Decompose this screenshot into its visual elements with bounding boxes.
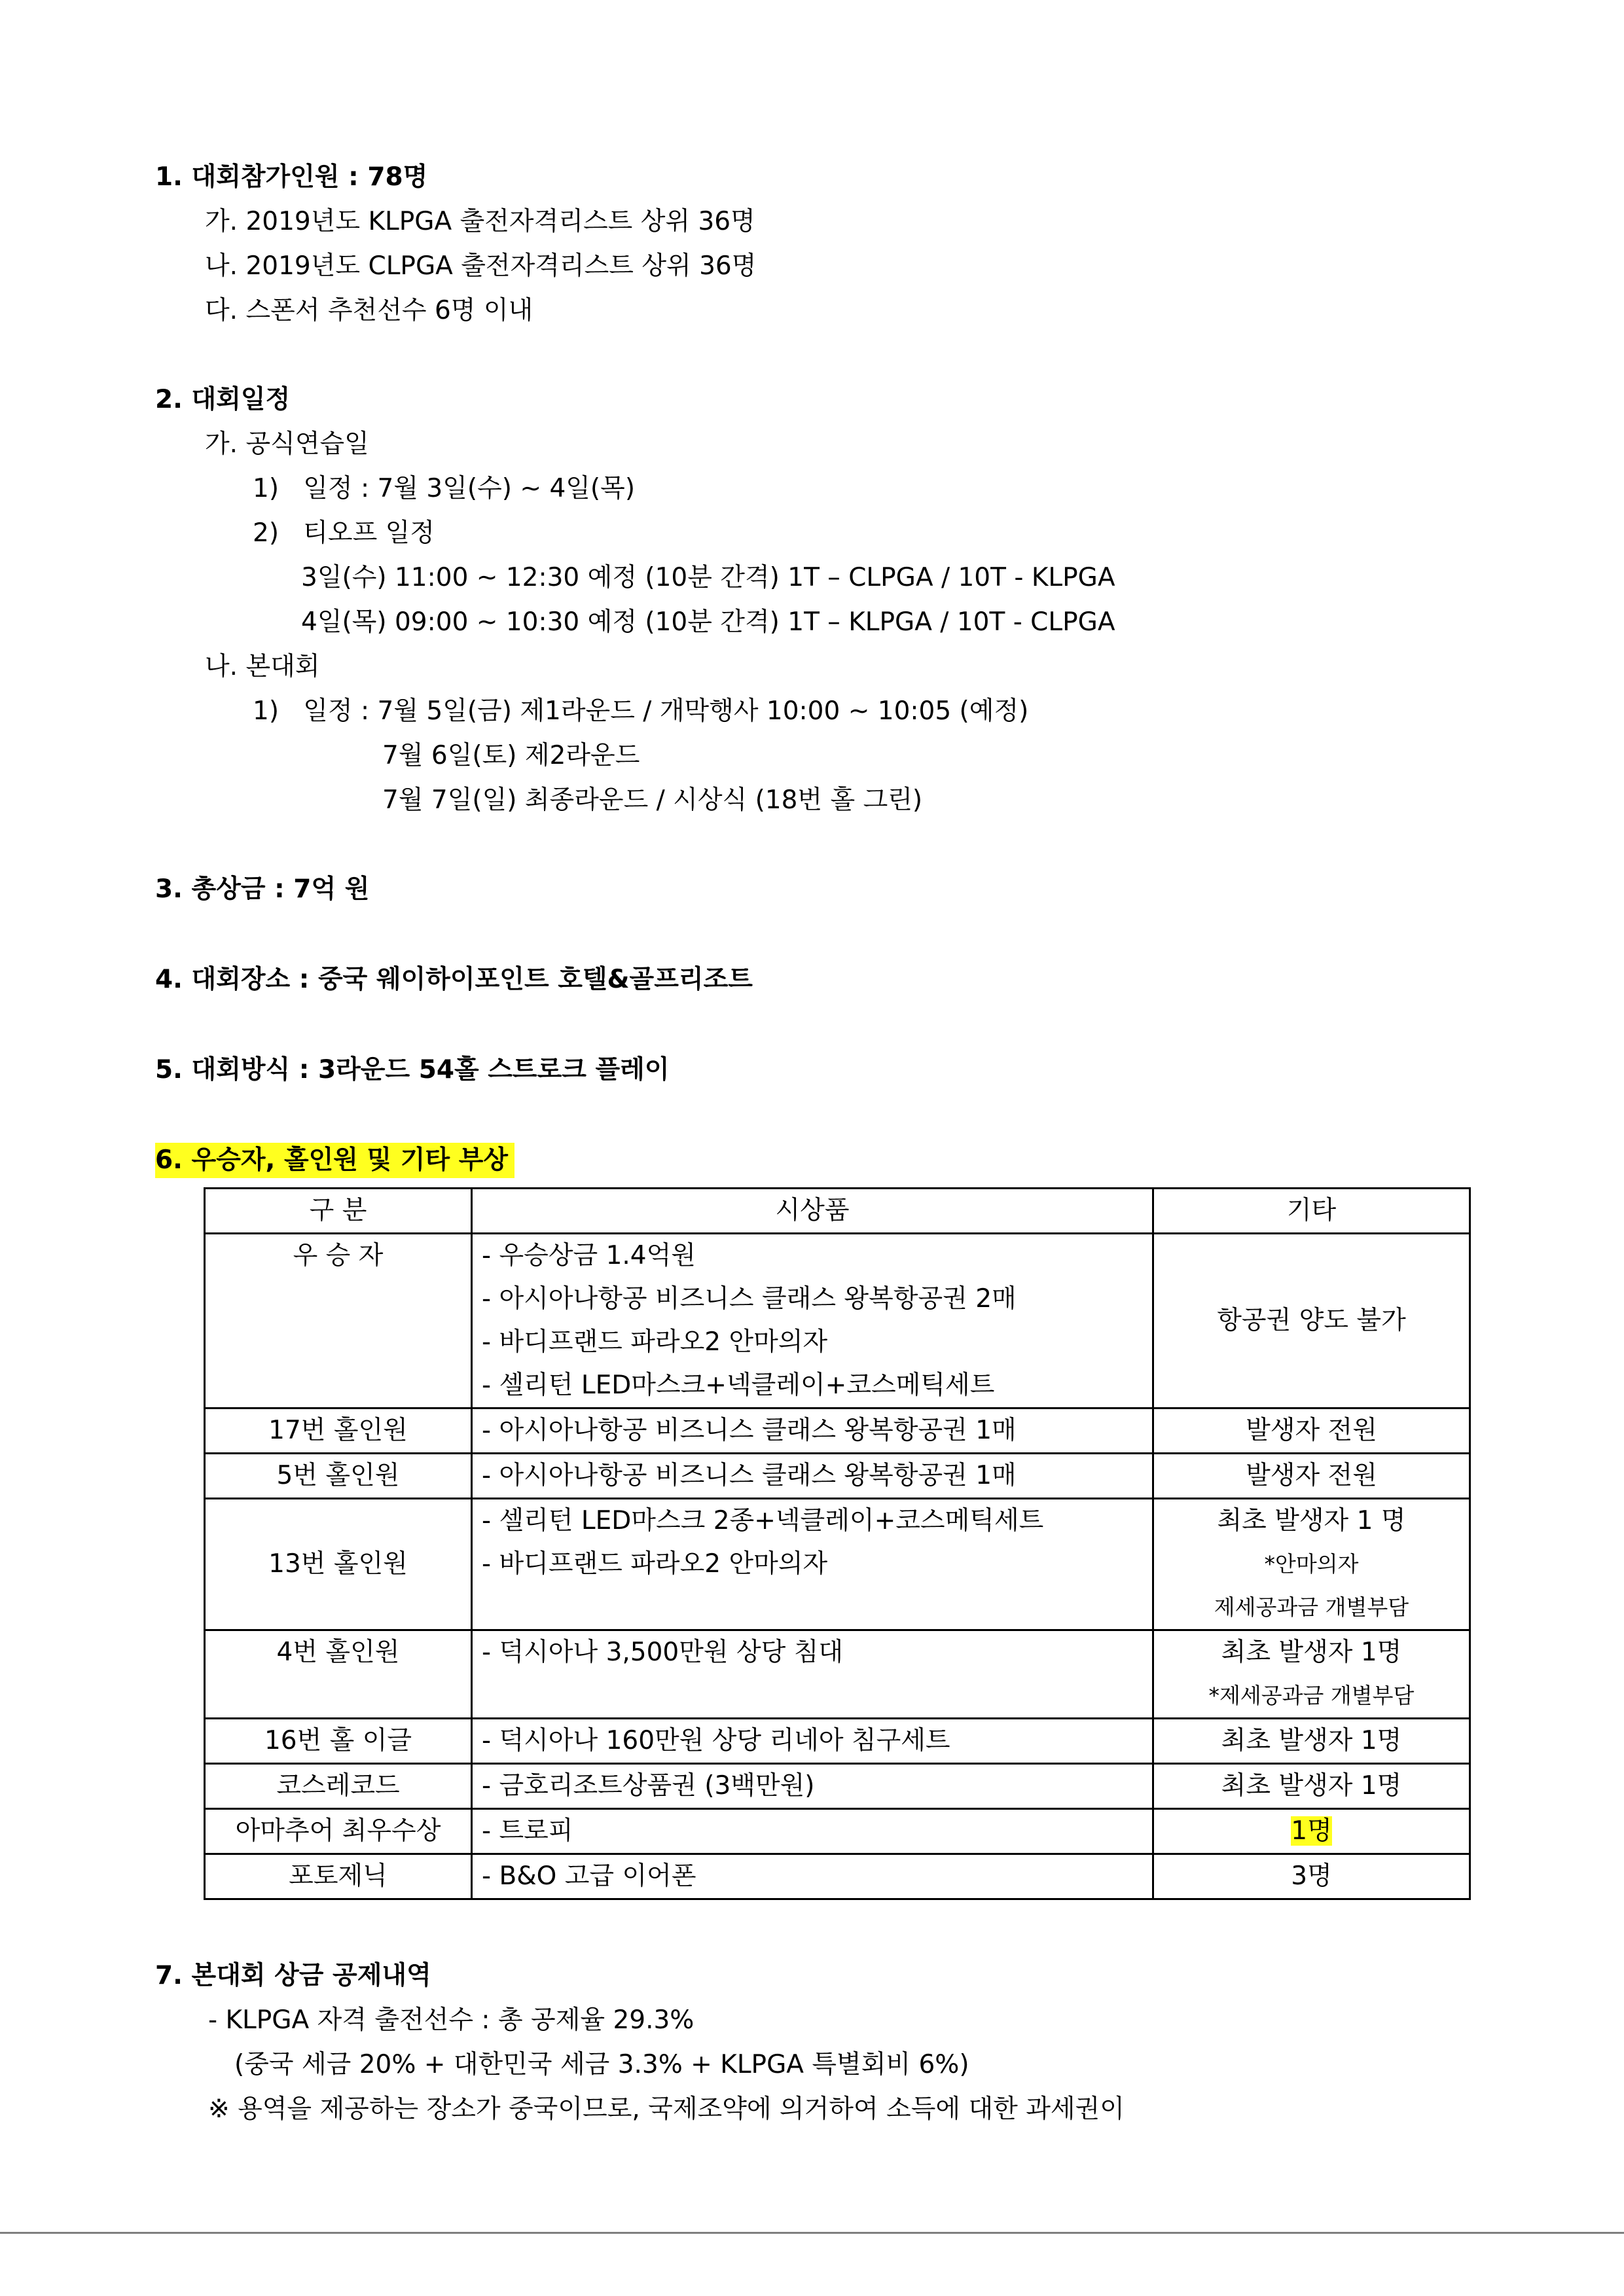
row-prizes <box>472 1408 1153 1454</box>
section-2-item-a: 가. 공식연습일 <box>205 429 369 459</box>
table-row <box>205 1854 1470 1899</box>
section-5-title: 5. 대회방식 : 3라운드 54홀 스트로크 플레이 <box>155 1055 670 1085</box>
etc-line: *안마의자 <box>1264 1551 1359 1577</box>
section-4-title: 4. 대회장소 : 중국 웨이하이포인트 호텔&골프리조트 <box>155 965 753 994</box>
row-etc <box>1153 1499 1470 1630</box>
prize-line: - B&O 고급 이어폰 <box>482 1861 696 1891</box>
prize-line: - 금호리조트상품권 (3백만원) <box>482 1771 815 1801</box>
table-row <box>205 1408 1470 1454</box>
table-row <box>205 1809 1470 1854</box>
row-category: 코스레코드 <box>205 1764 472 1809</box>
prize-line: - 트로피 <box>482 1816 573 1846</box>
section-1-item-b: 나. 2019년도 CLPGA 출전자격리스트 상위 36명 <box>205 251 757 281</box>
prize-line: - 우승상금 1.4억원 <box>482 1241 696 1270</box>
etc-line: 제세공과금 개별부담 <box>1214 1594 1409 1620</box>
header-category: 구 분 <box>205 1189 472 1234</box>
prize-line: - 셀리턴 LED마스크+넥클레이+코스메틱세트 <box>482 1371 995 1400</box>
row-etc <box>1153 1764 1470 1809</box>
row-prizes <box>472 1719 1153 1764</box>
row-prizes <box>472 1234 1153 1408</box>
row-category: 포토제닉 <box>205 1854 472 1899</box>
etc-line: 최초 발생자 1 명 <box>1217 1506 1406 1535</box>
prize-line: - 아시아나항공 비즈니스 클래스 왕복항공권 2매 <box>482 1284 1017 1314</box>
etc-line: 발생자 전원 <box>1246 1461 1377 1490</box>
etc-line: 최초 발생자 1명 <box>1221 1726 1402 1755</box>
section-1-item-a: 가. 2019년도 KLPGA 출전자격리스트 상위 36명 <box>205 207 755 236</box>
prize-line: - 셀리턴 LED마스크 2종+넥클레이+코스메틱세트 <box>482 1506 1044 1535</box>
row-category: 아마추어 최우수상 <box>205 1809 472 1854</box>
table-row <box>205 1764 1470 1809</box>
section-2-item-a1: 1) 일정 : 7월 3일(수) ~ 4일(목) <box>253 474 636 503</box>
prize-line: - 바디프랜드 파라오2 안마의자 <box>482 1549 828 1579</box>
row-etc <box>1153 1234 1470 1408</box>
etc-highlight: 1명 <box>1291 1816 1332 1846</box>
section-7-title: 7. 본대회 상금 공제내역 <box>155 1961 431 1990</box>
etc-line: 발생자 전원 <box>1246 1416 1377 1445</box>
row-prizes <box>472 1499 1153 1630</box>
etc-line: *제세공과금 개별부담 <box>1208 1683 1415 1708</box>
row-category: 16번 홀 이글 <box>205 1719 472 1764</box>
table-header-row <box>205 1189 1470 1234</box>
section-2-item-b1: 1) 일정 : 7월 5일(금) 제1라운드 / 개막행사 10:00 ~ 10:05 (예정) <box>253 696 1029 726</box>
row-category: 4번 홀인원 <box>205 1630 472 1719</box>
section-3-title: 3. 총상금 : 7억 원 <box>155 874 370 904</box>
row-prizes <box>472 1454 1153 1499</box>
row-prizes <box>472 1764 1153 1809</box>
row-etc <box>1153 1408 1470 1454</box>
table-row <box>205 1630 1470 1719</box>
section-2-item-a2: 2) 티오프 일정 <box>253 518 435 548</box>
section-2-round-2: 7월 6일(토) 제2라운드 <box>382 741 640 770</box>
row-etc <box>1153 1719 1470 1764</box>
row-prizes <box>472 1854 1153 1899</box>
row-category: 5번 홀인원 <box>205 1454 472 1499</box>
table-row <box>205 1234 1470 1408</box>
footer-divider <box>0 2232 1624 2234</box>
section-7-line-3: ※ 용역을 제공하는 장소가 중국이므로, 국제조약에 의거하여 소득에 대한 과세권이 <box>208 2094 1125 2124</box>
row-prizes <box>472 1809 1153 1854</box>
header-etc: 기타 <box>1153 1189 1470 1234</box>
row-etc <box>1153 1454 1470 1499</box>
etc-line: 최초 발생자 1명 <box>1221 1638 1402 1667</box>
etc-line: 3명 <box>1291 1861 1332 1891</box>
row-etc <box>1153 1630 1470 1719</box>
etc-line: 항공권 양도 불가 <box>1217 1306 1406 1335</box>
section-2-title: 2. 대회일정 <box>155 385 291 414</box>
section-2-round-3: 7월 7일(일) 최종라운드 / 시상식 (18번 홀 그린) <box>382 785 923 815</box>
table-row <box>205 1454 1470 1499</box>
section-7-line-1: - KLPGA 자격 출전선수 : 총 공제율 29.3% <box>208 2005 695 2035</box>
section-2-item-b: 나. 본대회 <box>205 652 320 681</box>
prize-line: - 덕시아나 160만원 상당 리네아 침구세트 <box>482 1726 950 1755</box>
section-7-line-2: (중국 세금 20% + 대한민국 세금 3.3% + KLPGA 특별회비 6%) <box>234 2050 969 2079</box>
row-prizes <box>472 1630 1153 1719</box>
row-category: 17번 홀인원 <box>205 1408 472 1454</box>
prize-line: - 덕시아나 3,500만원 상당 침대 <box>482 1638 844 1667</box>
prize-table <box>204 1187 1471 1900</box>
prize-line: - 아시아나항공 비즈니스 클래스 왕복항공권 1매 <box>482 1416 1017 1445</box>
prize-line: - 바디프랜드 파라오2 안마의자 <box>482 1327 828 1357</box>
section-1-title: 1. 대회참가인원 : 78명 <box>155 162 428 192</box>
header-prize: 시상품 <box>472 1189 1153 1234</box>
section-6-title: 6. 우승자, 홀인원 및 기타 부상 <box>155 1143 514 1178</box>
row-category: 13번 홀인원 <box>205 1499 472 1630</box>
section-1-item-c: 다. 스폰서 추천선수 6명 이내 <box>205 296 533 325</box>
section-2-teeoff-line-2: 4일(목) 09:00 ~ 10:30 예정 (10분 간격) 1T – KLPGA / 10T - CLPGA <box>301 607 1115 637</box>
row-etc <box>1153 1854 1470 1899</box>
etc-line: 최초 발생자 1명 <box>1221 1771 1402 1801</box>
prize-line: - 아시아나항공 비즈니스 클래스 왕복항공권 1매 <box>482 1461 1017 1490</box>
row-category: 우 승 자 <box>205 1234 472 1408</box>
table-row <box>205 1719 1470 1764</box>
section-2-teeoff-line-1: 3일(수) 11:00 ~ 12:30 예정 (10분 간격) 1T – CLPGA / 10T - KLPGA <box>301 563 1115 592</box>
table-row <box>205 1499 1470 1630</box>
row-etc <box>1153 1809 1470 1854</box>
